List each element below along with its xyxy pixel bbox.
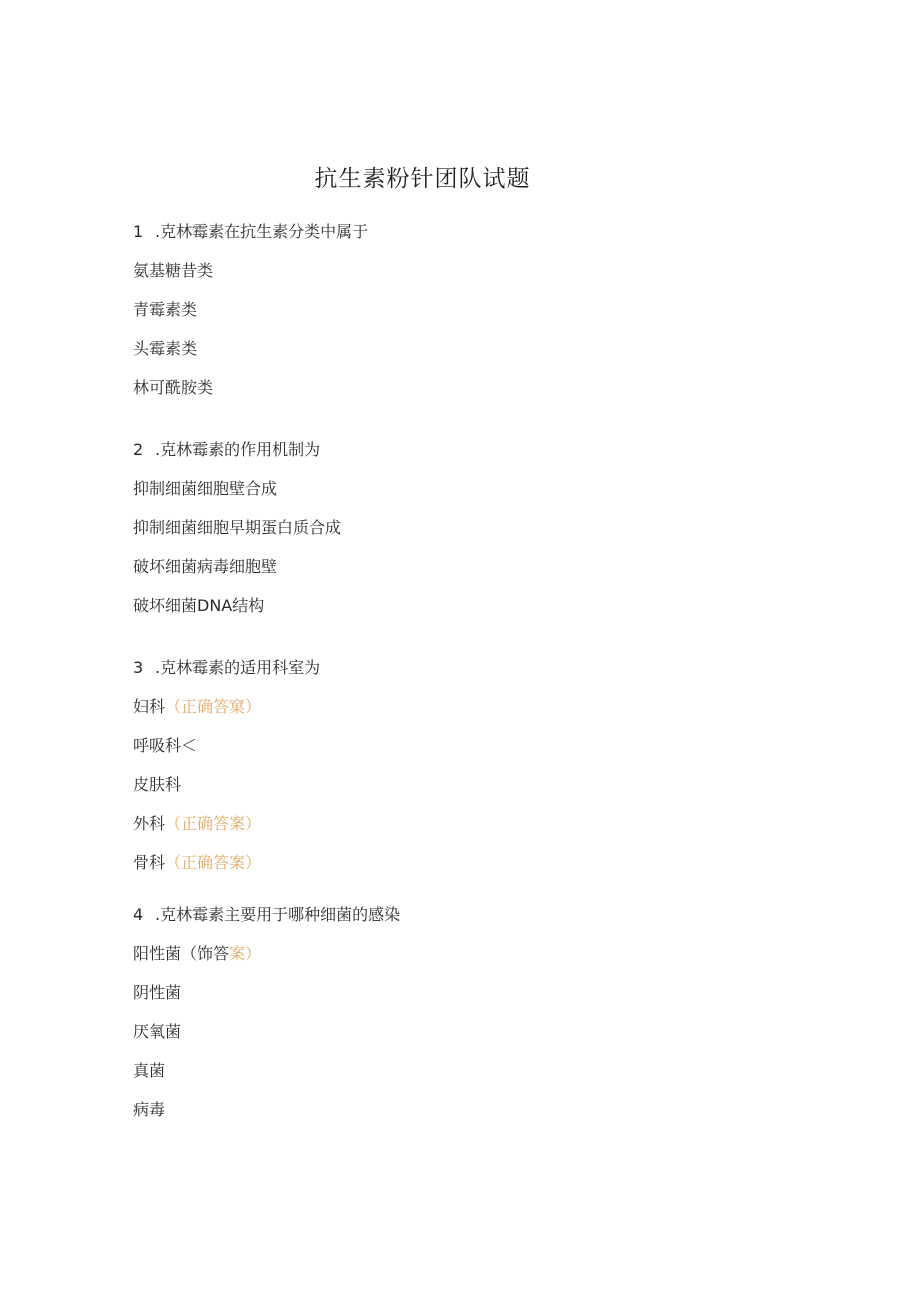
correct-answer-mark: （正确答窠） bbox=[165, 697, 262, 716]
option bbox=[133, 517, 341, 539]
option bbox=[133, 377, 213, 399]
question-2-title bbox=[133, 439, 320, 461]
option bbox=[133, 696, 261, 718]
option bbox=[133, 299, 197, 321]
option bbox=[133, 852, 261, 874]
option bbox=[133, 1060, 165, 1082]
option bbox=[133, 774, 181, 796]
option-text: 头霉素类 bbox=[133, 339, 198, 358]
option bbox=[133, 813, 261, 835]
question-text: .克林霉素主要用于哪种细菌的感染 bbox=[155, 905, 401, 924]
correct-answer-mark: 案） bbox=[229, 944, 262, 963]
question-number: 4 bbox=[133, 905, 144, 924]
option-text: 病毒 bbox=[133, 1100, 166, 1119]
option-text: 氨基糖昔类 bbox=[133, 261, 214, 280]
option-text: 妇科 bbox=[133, 697, 166, 716]
correct-answer-mark: （正确答案） bbox=[165, 814, 262, 833]
question-text: .克林霉素的适用科室为 bbox=[155, 658, 321, 677]
question-3-title bbox=[133, 657, 320, 679]
question-number: 3 bbox=[133, 658, 144, 677]
option-text: 破坏细菌病毒细胞壁 bbox=[133, 557, 278, 576]
option bbox=[133, 1021, 181, 1043]
option-text: 厌氧菌 bbox=[133, 1022, 182, 1041]
option-text: 阳性菌（饰答 bbox=[133, 944, 230, 963]
option bbox=[133, 735, 197, 757]
question-1-title bbox=[133, 221, 368, 243]
question-4-title bbox=[133, 904, 400, 926]
correct-answer-mark: （正确答案） bbox=[165, 853, 262, 872]
option-text: 抑制细菌细胞壁合成 bbox=[133, 479, 278, 498]
question-text: .克林霉素的作用机制为 bbox=[155, 440, 321, 459]
option-text: 真菌 bbox=[133, 1061, 166, 1080]
option bbox=[133, 260, 213, 282]
option bbox=[133, 982, 181, 1004]
option-text: 外科 bbox=[133, 814, 166, 833]
option bbox=[133, 1099, 165, 1121]
page-title: 抗生素粉针团队试题 bbox=[314, 166, 531, 192]
question-number: 1 bbox=[133, 222, 144, 241]
option-text: 骨科 bbox=[133, 853, 166, 872]
option-text: 呼吸科＜ bbox=[133, 736, 198, 755]
option-text: 破坏细菌DNA结构 bbox=[133, 596, 265, 615]
option bbox=[133, 478, 277, 500]
option-text: 皮肤科 bbox=[133, 775, 182, 794]
option bbox=[133, 556, 277, 578]
option bbox=[133, 943, 261, 965]
option-text: 林可酰胺类 bbox=[133, 378, 214, 397]
option-text: 阴性菌 bbox=[133, 983, 182, 1002]
question-number: 2 bbox=[133, 440, 144, 459]
option bbox=[133, 595, 264, 617]
option-text: 抑制细菌细胞早期蛋白质合成 bbox=[133, 518, 342, 537]
option bbox=[133, 338, 197, 360]
question-text: .克林霉素在抗生素分类中属于 bbox=[155, 222, 369, 241]
option-text: 青霉素类 bbox=[133, 300, 198, 319]
